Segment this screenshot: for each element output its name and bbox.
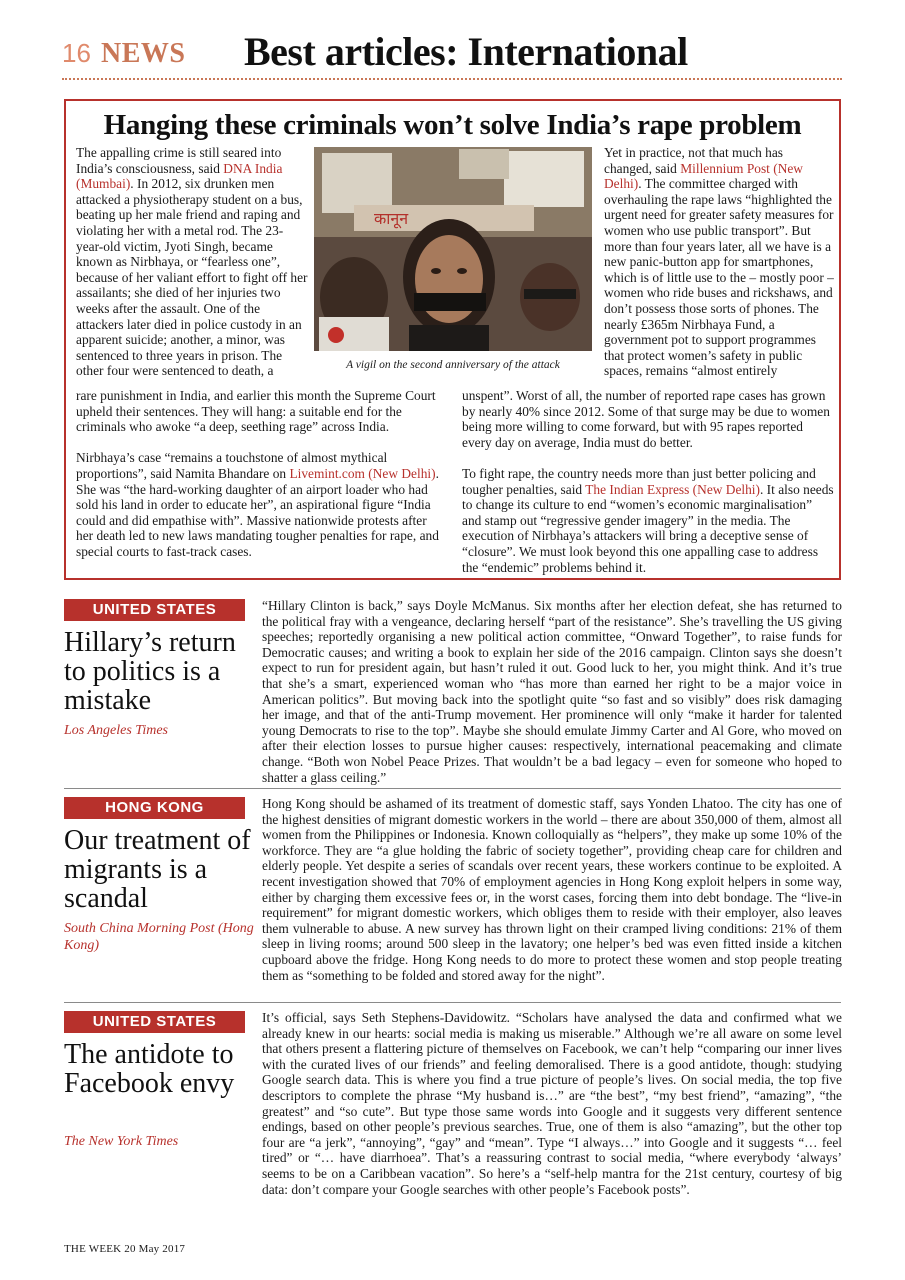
feature-left-column bbox=[76, 145, 310, 379]
source-link[interactable]: Livemint.com (New Delhi) bbox=[289, 465, 436, 481]
article-headline: Hillary’s return to politics is a mistake bbox=[64, 627, 236, 716]
text: . The committee charged with overhauling the rape laws “highlighted the urgent need for greater safety measures for women who use public transport”. But more than four years later, all we have is a new panic-button app for smartphones, which is of little use to the – mostly poor – women who ride buses and rickshaws, and don’t possess those sorts of phones. The nearly £365m Nirbhaya Fund, a government pot to support programmes that protect women’s safety in public spaces, remains “almost entirely bbox=[604, 176, 834, 379]
paragraph: rare punishment in India, and earlier this month the Supreme Court upheld their sentences. They will hang: a suitable end for the criminals who awoke “a deep, seething rage” across India. bbox=[76, 388, 436, 435]
article-source: The New York Times bbox=[64, 1134, 179, 1149]
text: . It also needs to change its culture to end “women’s economic marginalisation” and stamp out “regressive gender imagery” in the media. The execution of Nirbhaya’s attackers will bring a deceptive sense of “closure”. We must look beyond this one appalling case to address the “endemic” problems behind it. bbox=[462, 481, 834, 575]
header-divider bbox=[62, 78, 842, 80]
paragraph: unspent”. Worst of all, the number of reported rape cases has grown by nearly 40% since 2012. Some of that surge may be due to women being more willing to come forward, but with 95 rapes reported every day on average, India must do better. bbox=[462, 388, 830, 450]
article-source: South China Morning Post (Hong Kong) bbox=[64, 921, 254, 953]
country-tag: HONG KONG bbox=[64, 797, 245, 819]
banner-text: कानून bbox=[374, 209, 409, 228]
article-headline: Our treatment of migrants is a scandal bbox=[64, 825, 251, 914]
article-divider bbox=[64, 1002, 841, 1003]
feature-title: Hanging these criminals won’t solve India’s rape problem bbox=[103, 109, 802, 141]
paragraph bbox=[76, 450, 442, 559]
article-source: Los Angeles Times bbox=[64, 723, 168, 738]
article-body: Hong Kong should be ashamed of its treatment of domestic staff, says Yonden Lhatoo. The city has one of the highest densities of migrant domestic workers in the world – there are about 350,000 of them, almost all women from the Philippines or Indonesia. Known colloquially as “helpers”, they make up some 10% of the workforce. They are “a glue holding the fabric of society together”, providing cheap care for children and elderly people. Yet despite a series of scandals over recent years, these workers continue to be exploited. A recent investigation showed that 70% of employment agencies in Hong Kong exploit helpers in some way, either by charging them excessive fees or, in the worst cases, forcing them into debt bondage. The “live-in requirement” for migrant domestic workers, which obliges them to reside with their employer, also leaves them vulnerable to abuse. A new survey has thrown light on their cramped living conditions: 21% of them sleep in living rooms; around 500 sleep in the lavatory; one helper’s bed was even fitted inside a kitchen cupboard above the fridge. Hong Kong needs to do more to protect these women and stop people treating them as “something to be folded and stored away for the night”. bbox=[262, 796, 842, 983]
feature-left-lower bbox=[76, 388, 442, 560]
country-tag: UNITED STATES bbox=[64, 1011, 245, 1033]
feature-right-column bbox=[604, 145, 834, 379]
source-link[interactable]: DNA India (Mumbai) bbox=[76, 160, 283, 192]
feature-right-lower bbox=[462, 388, 834, 575]
page-footer: THE WEEK 20 May 2017 bbox=[64, 1243, 186, 1255]
paragraph bbox=[462, 466, 834, 575]
text: . In 2012, six drunken men attacked a physiotherapy student on a bus, beating up her male friend and raping and violating her with a metal rod. The 23-year-old victim, Jyoti Singh, became known as Nirbhaya, or “fearless one”, because of her valiant effort to fight off her assailants; she died of her injuries two weeks after the assault. One of the attackers later died in police custody in an apparent suicide; another, a minor, was sentenced to three years in prison. The other four were sentenced to death, a bbox=[76, 176, 308, 379]
text: Nirbhaya’s case “remains a touchstone of almost mythical proportions”, said Namita Bhandare on bbox=[76, 450, 388, 481]
page-number: 16 bbox=[62, 38, 91, 68]
article-divider bbox=[64, 788, 841, 789]
article-body: It’s official, says Seth Stephens-Davidowitz. “Scholars have analysed the data and confirmed what we already knew in our hearts: social media is making us miserable.” Although we’re all aware on some level that others present a flattering picture of themselves on Facebook, we can’t help “comparing our inner lives with the curated lives of our friends” and feeling demoralised. There is a good antidote, though: studying Google search data. This is where you find a true picture of people’s lives. On social media, the top five descriptors to complete the phrase “My husband is…” are “the best”, “my best friend”, “amazing”, “the greatest” and “so cute”. But type those same words into Google and it suggests very different sentence endings, based on other people’s previous searches. True, one of them is also “amazing”, but the other top four are “a jerk”, “annoying”, “gay” and “mean”. Type “I always…” into Google and it suggests “… feel tired” or “… have diarrhoea”. That’s a reassuring contrast to social media, “where everybody ‘always’ seems to be on a Caribbean vacation”. So here’s a “self-help mantra for the 21st century, courtesy of big data: don’t compare your Google searches with other people’s Facebook posts”. bbox=[262, 1010, 842, 1197]
article-headline: The antidote to Facebook envy bbox=[64, 1039, 235, 1099]
source-link[interactable]: The Indian Express (New Delhi) bbox=[585, 481, 760, 497]
page-title: Best articles: International bbox=[244, 29, 688, 74]
section-label: NEWS bbox=[101, 38, 186, 69]
text: . She was “the hard-working daughter of an airport loader who had sold his land in order to educate her”, an aspirational figure “India could and did empathise with”. Massive nationwide protests after her death led to new laws mandating tougher penalties for rape, and special courts to fast-track cases. bbox=[76, 465, 439, 559]
text: To fight rape, the country needs more than just better policing and tougher penalties, said bbox=[462, 465, 816, 497]
text: Yet in practice, not that much has changed, said bbox=[604, 145, 784, 176]
source-link[interactable]: Millennium Post (New Delhi) bbox=[604, 160, 803, 192]
article-body: “Hillary Clinton is back,” says Doyle McManus. Six months after her election defeat, she has returned to the political fray with a vengeance, declaring herself “part of the resistance”. She’s travelling the US giving speeches; reportedly organising a new political action committee, “Onward Together”, to raise funds for Democratic causes; and writing a book to explain her side of the 2016 campaign. Clinton says she doesn’t expect to run for president again, but hasn’t ruled it out. Good luck to her, you might think. And it’s true that she’s a smart, experienced woman who “has more than earned her right to be a major voice in American politics”. But moving back into the spotlight quite “so fast and so visibly” does risk damaging her image, and that of the anti-Trump movement. Her prominence will only “make it harder for talented young Democrats to rise to the top”. Maybe she should emulate Jimmy Carter and Al Gore, who moved on after their election losses to pursue higher causes: respectively, international peacemaking and climate change. “Both won Nobel Peace Prizes. That wouldn’t be a bad legacy – even for someone who hoped to shatter a glass ceiling.” bbox=[262, 598, 842, 785]
feature-box bbox=[64, 99, 841, 580]
country-tag: UNITED STATES bbox=[64, 599, 245, 621]
photo-caption: A vigil on the second anniversary of the attack bbox=[346, 359, 560, 371]
vigil-photo bbox=[314, 147, 592, 351]
text: The appalling crime is still seared into India’s consciousness, said bbox=[76, 145, 282, 176]
vigil-photo-image bbox=[314, 147, 592, 351]
